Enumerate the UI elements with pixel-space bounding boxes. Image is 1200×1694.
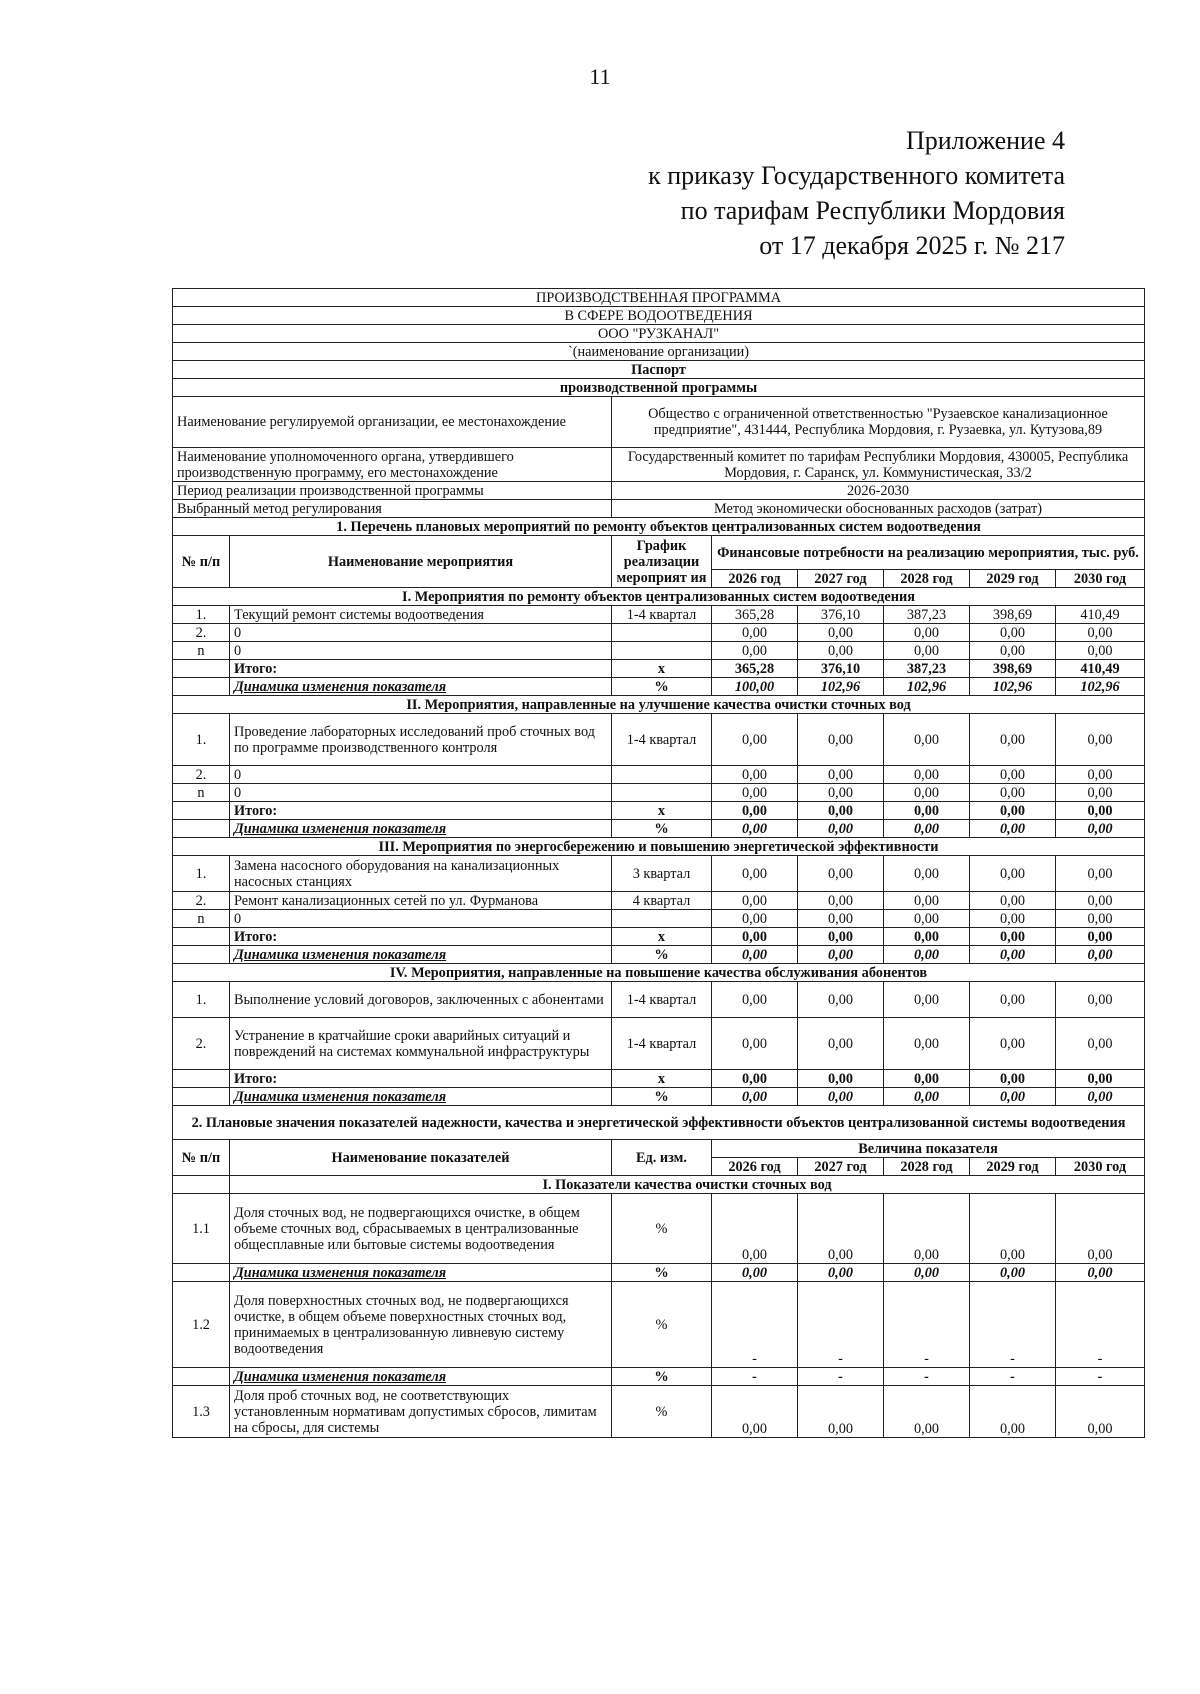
value-cell: 0,00 — [970, 856, 1056, 892]
value-cell: 0,00 — [1056, 784, 1145, 802]
value-cell: 0,00 — [1056, 982, 1145, 1018]
value-cell: 0,00 — [798, 784, 884, 802]
row-number: 2. — [173, 892, 230, 910]
value-cell: 0,00 — [970, 982, 1056, 1018]
empty-cell — [173, 1176, 230, 1194]
dynamics-row — [173, 820, 1145, 838]
value-cell: 0,00 — [970, 714, 1056, 766]
value-cell: 0,00 — [884, 856, 970, 892]
activity-name: 0 — [230, 910, 612, 928]
value-cell: - — [798, 1282, 884, 1368]
value-cell: 0,00 — [712, 1070, 798, 1088]
value-cell: 102,96 — [798, 678, 884, 696]
col-header-name: Наименование мероприятия — [230, 536, 612, 588]
table-row — [173, 606, 1145, 624]
indicator-row — [173, 1386, 1145, 1438]
unit-cell: % — [612, 1282, 712, 1368]
dynamics-row-marker: % — [612, 820, 712, 838]
table-row — [173, 982, 1145, 1018]
group-title: IV. Мероприятия, направленные на повышение качества обслуживания абонентов — [173, 964, 1145, 982]
value-cell: 0,00 — [798, 1386, 884, 1438]
passport-label: Наименование регулируемой организации, ее местонахождение — [173, 397, 612, 448]
group-title: III. Мероприятия по энергосбережению и повышению энергетической эффективности — [173, 838, 1145, 856]
value-cell: 0,00 — [884, 892, 970, 910]
value-cell: 387,23 — [884, 660, 970, 678]
value-cell: 0,00 — [970, 946, 1056, 964]
table-row — [173, 624, 1145, 642]
value-cell: 0,00 — [970, 1018, 1056, 1070]
activity-name: Проведение лабораторных исследований проб сточных вод по программе производственного контроля — [230, 714, 612, 766]
activity-name: Ремонт канализационных сетей по ул. Фурманова — [230, 892, 612, 910]
value-cell: 0,00 — [712, 946, 798, 964]
value-cell: 0,00 — [712, 784, 798, 802]
value-cell: 0,00 — [798, 1264, 884, 1282]
passport-value: 2026-2030 — [612, 482, 1145, 500]
appendix-header — [648, 123, 1065, 263]
row-number: 1.2 — [173, 1282, 230, 1368]
schedule-cell — [612, 624, 712, 642]
total-row — [173, 1070, 1145, 1088]
value-cell: 376,10 — [798, 660, 884, 678]
dynamics-row-label: Динамика изменения показателя — [230, 1368, 612, 1386]
table-row — [173, 642, 1145, 660]
unit-cell: % — [612, 1194, 712, 1264]
value-cell: 387,23 — [884, 606, 970, 624]
value-cell: 0,00 — [712, 856, 798, 892]
section-1-title: 1. Перечень плановых мероприятий по ремонту объектов централизованных систем водоотведения — [173, 518, 1145, 536]
schedule-cell: 1-4 квартал — [612, 714, 712, 766]
passport-title: Паспорт — [173, 361, 1145, 379]
value-cell: 365,28 — [712, 606, 798, 624]
passport-value: Метод экономически обоснованных расходов (затрат) — [612, 500, 1145, 518]
total-row — [173, 928, 1145, 946]
value-cell: 0,00 — [970, 1088, 1056, 1106]
schedule-cell: 3 квартал — [612, 856, 712, 892]
value-cell: 0,00 — [970, 642, 1056, 660]
dynamics-row-label: Динамика изменения показателя — [230, 1088, 612, 1106]
value-cell: 0,00 — [884, 802, 970, 820]
total-row-marker: x — [612, 802, 712, 820]
empty-cell — [173, 1264, 230, 1282]
value-cell: 0,00 — [798, 1194, 884, 1264]
value-cell: 0,00 — [712, 1264, 798, 1282]
value-cell: 0,00 — [884, 1264, 970, 1282]
production-program-table — [172, 288, 1145, 1438]
dynamics-row — [173, 1088, 1145, 1106]
value-cell: 0,00 — [970, 910, 1056, 928]
year-header: 2029 год — [970, 570, 1056, 588]
dynamics-row-marker: % — [612, 1088, 712, 1106]
value-cell: 0,00 — [1056, 856, 1145, 892]
value-cell: - — [970, 1368, 1056, 1386]
empty-cell — [173, 946, 230, 964]
value-cell: 0,00 — [712, 1088, 798, 1106]
value-cell: 0,00 — [712, 820, 798, 838]
value-cell: - — [884, 1282, 970, 1368]
value-cell: 0,00 — [884, 784, 970, 802]
activity-name: 0 — [230, 642, 612, 660]
value-cell: 0,00 — [1056, 624, 1145, 642]
value-cell: 0,00 — [798, 910, 884, 928]
value-cell: 0,00 — [798, 766, 884, 784]
value-cell: 0,00 — [712, 802, 798, 820]
unit-cell: % — [612, 1386, 712, 1438]
value-cell: 0,00 — [1056, 892, 1145, 910]
group-title: II. Мероприятия, направленные на улучшение качества очистки сточных вод — [173, 696, 1145, 714]
value-cell: 102,96 — [884, 678, 970, 696]
passport-value: Государственный комитет по тарифам Республики Мордовия, 430005, Республика Мордовия, г. Саранск, ул. Коммунистическая, 33/2 — [612, 448, 1145, 482]
dynamics-row-label: Динамика изменения показателя — [230, 1264, 612, 1282]
value-cell: 365,28 — [712, 660, 798, 678]
row-number: 1. — [173, 856, 230, 892]
value-cell: 0,00 — [1056, 766, 1145, 784]
value-cell: 0,00 — [712, 1194, 798, 1264]
value-cell: 0,00 — [970, 1194, 1056, 1264]
total-row-label: Итого: — [230, 802, 612, 820]
value-cell: 0,00 — [970, 928, 1056, 946]
activity-name: 0 — [230, 766, 612, 784]
value-cell: 0,00 — [1056, 642, 1145, 660]
value-cell: - — [884, 1368, 970, 1386]
empty-cell — [173, 928, 230, 946]
schedule-cell — [612, 642, 712, 660]
value-cell: 0,00 — [712, 1386, 798, 1438]
year-header: 2026 год — [712, 1158, 798, 1176]
dynamics-row — [173, 678, 1145, 696]
indicator-name: Доля поверхностных сточных вод, не подвергающихся очистке, в общем объеме поверхностных сточных вод, принимаемых в централизованную ливневую систему водоотведения — [230, 1282, 612, 1368]
passport-subtitle: производственной программы — [173, 379, 1145, 397]
organization-caption: `(наименование организации) — [173, 343, 1145, 361]
table-row — [173, 910, 1145, 928]
value-cell: 0,00 — [884, 1194, 970, 1264]
value-cell: 0,00 — [1056, 714, 1145, 766]
value-cell: - — [970, 1282, 1056, 1368]
value-cell: 0,00 — [884, 910, 970, 928]
value-cell: 410,49 — [1056, 606, 1145, 624]
year-header: 2027 год — [798, 1158, 884, 1176]
value-cell: 410,49 — [1056, 660, 1145, 678]
value-cell: 0,00 — [970, 820, 1056, 838]
dynamics-row — [173, 1264, 1145, 1282]
value-cell: 0,00 — [1056, 802, 1145, 820]
empty-cell — [173, 802, 230, 820]
row-number: 1. — [173, 982, 230, 1018]
dynamics-row — [173, 1368, 1145, 1386]
dynamics-row-label: Динамика изменения показателя — [230, 946, 612, 964]
passport-label: Наименование уполномоченного органа, утвердившего производственную программу, его местонахождение — [173, 448, 612, 482]
value-cell: - — [1056, 1282, 1145, 1368]
value-cell: - — [798, 1368, 884, 1386]
value-cell: 0,00 — [798, 946, 884, 964]
value-cell: 0,00 — [1056, 1264, 1145, 1282]
value-cell: 0,00 — [798, 1018, 884, 1070]
row-number: n — [173, 910, 230, 928]
value-cell: - — [712, 1282, 798, 1368]
value-cell: 0,00 — [798, 856, 884, 892]
year-header: 2030 год — [1056, 570, 1145, 588]
value-cell: 0,00 — [884, 766, 970, 784]
value-cell: 0,00 — [798, 982, 884, 1018]
table-row — [173, 766, 1145, 784]
appendix-line-4: от 17 декабря 2025 г. № 217 — [759, 231, 1065, 260]
value-cell: 0,00 — [970, 784, 1056, 802]
total-row-marker: x — [612, 660, 712, 678]
table-row — [173, 892, 1145, 910]
row-number: n — [173, 784, 230, 802]
passport-label: Период реализации производственной программы — [173, 482, 612, 500]
indicator-name: Доля сточных вод, не подвергающихся очистке, в общем объеме сточных вод, сбрасываемых в централизованные общесплавные или бытовые системы водоотведения — [230, 1194, 612, 1264]
value-cell: 0,00 — [1056, 928, 1145, 946]
value-cell: 0,00 — [712, 892, 798, 910]
dynamics-row-marker: % — [612, 946, 712, 964]
indicator-name: Доля проб сточных вод, не соответствующих установленным нормативам допустимых сбросов, лимитам на сбросы, для системы — [230, 1386, 612, 1438]
row-number: 2. — [173, 766, 230, 784]
schedule-cell — [612, 784, 712, 802]
empty-cell — [173, 1070, 230, 1088]
dynamics-row-marker: % — [612, 1368, 712, 1386]
value-cell: 0,00 — [1056, 910, 1145, 928]
row-number: n — [173, 642, 230, 660]
total-row-marker: x — [612, 928, 712, 946]
indicator-row — [173, 1194, 1145, 1264]
activity-name: Текущий ремонт системы водоотведения — [230, 606, 612, 624]
passport-value: Общество с ограниченной ответственностью "Рузаевское канализационное предприятие", 431444, Республика Мордовия, г. Рузаевка, ул. Кутузова,89 — [612, 397, 1145, 448]
table-row — [173, 856, 1145, 892]
total-row-label: Итого: — [230, 1070, 612, 1088]
schedule-cell: 4 квартал — [612, 892, 712, 910]
value-cell: 398,69 — [970, 660, 1056, 678]
total-row-label: Итого: — [230, 928, 612, 946]
value-cell: 0,00 — [970, 1264, 1056, 1282]
value-cell: 0,00 — [884, 714, 970, 766]
value-cell: 0,00 — [798, 802, 884, 820]
value-cell: 0,00 — [970, 802, 1056, 820]
dynamics-row-marker: % — [612, 678, 712, 696]
section-2-group-title: I. Показатели качества очистки сточных вод — [230, 1176, 1145, 1194]
value-cell: 0,00 — [1056, 1088, 1145, 1106]
empty-cell — [173, 1368, 230, 1386]
value-cell: 0,00 — [712, 766, 798, 784]
value-cell: 0,00 — [884, 624, 970, 642]
passport-label: Выбранный метод регулирования — [173, 500, 612, 518]
value-cell: 0,00 — [712, 928, 798, 946]
value-cell: 398,69 — [970, 606, 1056, 624]
program-sphere: В СФЕРЕ ВОДООТВЕДЕНИЯ — [173, 307, 1145, 325]
value-cell: 0,00 — [970, 1070, 1056, 1088]
value-cell: 102,96 — [970, 678, 1056, 696]
value-cell: - — [1056, 1368, 1145, 1386]
year-header: 2030 год — [1056, 1158, 1145, 1176]
value-cell: - — [712, 1368, 798, 1386]
schedule-cell: 1-4 квартал — [612, 982, 712, 1018]
value-cell: 0,00 — [712, 982, 798, 1018]
col-header-schedule: График реализации мероприят ия — [612, 536, 712, 588]
schedule-cell — [612, 910, 712, 928]
value-cell: 0,00 — [884, 820, 970, 838]
value-cell: 0,00 — [712, 714, 798, 766]
activity-name: Выполнение условий договоров, заключенных с абонентами — [230, 982, 612, 1018]
schedule-cell — [612, 766, 712, 784]
value-cell: 0,00 — [1056, 1194, 1145, 1264]
row-number: 1. — [173, 714, 230, 766]
year-header: 2029 год — [970, 1158, 1056, 1176]
row-number: 2. — [173, 1018, 230, 1070]
col-header-num: № п/п — [173, 1140, 230, 1176]
empty-cell — [173, 678, 230, 696]
value-cell: 100,00 — [712, 678, 798, 696]
activity-name: 0 — [230, 784, 612, 802]
total-row-marker: x — [612, 1070, 712, 1088]
value-cell: 0,00 — [798, 714, 884, 766]
value-cell: 0,00 — [970, 624, 1056, 642]
value-cell: 0,00 — [970, 766, 1056, 784]
value-cell: 0,00 — [1056, 820, 1145, 838]
value-cell: 0,00 — [798, 1070, 884, 1088]
empty-cell — [173, 1088, 230, 1106]
value-cell: 0,00 — [884, 982, 970, 1018]
activity-name: 0 — [230, 624, 612, 642]
value-cell: 0,00 — [712, 624, 798, 642]
year-header: 2028 год — [884, 570, 970, 588]
value-cell: 0,00 — [798, 1088, 884, 1106]
schedule-cell: 1-4 квартал — [612, 606, 712, 624]
schedule-cell: 1-4 квартал — [612, 1018, 712, 1070]
value-cell: 0,00 — [1056, 946, 1145, 964]
appendix-line-2: к приказу Государственного комитета — [648, 161, 1065, 190]
value-cell: 0,00 — [970, 1386, 1056, 1438]
value-cell: 0,00 — [1056, 1018, 1145, 1070]
value-cell: 0,00 — [712, 642, 798, 660]
value-cell: 0,00 — [884, 928, 970, 946]
value-cell: 0,00 — [1056, 1386, 1145, 1438]
table-row — [173, 714, 1145, 766]
dynamics-row-label: Динамика изменения показателя — [230, 678, 612, 696]
dynamics-row-marker: % — [612, 1264, 712, 1282]
value-cell: 0,00 — [884, 946, 970, 964]
col-header-financing: Финансовые потребности на реализацию мероприятия, тыс. руб. — [712, 536, 1145, 570]
value-cell: 0,00 — [712, 910, 798, 928]
activity-name: Устранение в кратчайшие сроки аварийных ситуаций и повреждений на системах коммунальной инфраструктуры — [230, 1018, 612, 1070]
empty-cell — [173, 660, 230, 678]
value-cell: 0,00 — [884, 1386, 970, 1438]
col-header-num: № п/п — [173, 536, 230, 588]
group-title: I. Мероприятия по ремонту объектов централизованных систем водоотведения — [173, 588, 1145, 606]
col-header-value: Величина показателя — [712, 1140, 1145, 1158]
program-title: ПРОИЗВОДСТВЕННАЯ ПРОГРАММА — [173, 289, 1145, 307]
value-cell: 102,96 — [1056, 678, 1145, 696]
activity-name: Замена насосного оборудования на канализационных насосных станциях — [230, 856, 612, 892]
dynamics-row — [173, 946, 1145, 964]
page-number: 11 — [589, 64, 611, 89]
value-cell: 0,00 — [712, 1018, 798, 1070]
dynamics-row-label: Динамика изменения показателя — [230, 820, 612, 838]
organization-name: ООО "РУЗКАНАЛ" — [173, 325, 1145, 343]
section-2-title: 2. Плановые значения показателей надежности, качества и энергетической эффективности объектов централизованной системы водоотведения — [173, 1106, 1145, 1140]
value-cell: 0,00 — [1056, 1070, 1145, 1088]
value-cell: 376,10 — [798, 606, 884, 624]
row-number: 1. — [173, 606, 230, 624]
row-number: 1.3 — [173, 1386, 230, 1438]
value-cell: 0,00 — [798, 820, 884, 838]
value-cell: 0,00 — [798, 892, 884, 910]
appendix-line-3: по тарифам Республики Мордовия — [680, 196, 1065, 225]
table-row — [173, 784, 1145, 802]
total-row — [173, 660, 1145, 678]
value-cell: 0,00 — [798, 624, 884, 642]
year-header: 2028 год — [884, 1158, 970, 1176]
appendix-line-1: Приложение 4 — [905, 126, 1065, 155]
year-header: 2026 год — [712, 570, 798, 588]
value-cell: 0,00 — [884, 642, 970, 660]
col-header-indicator: Наименование показателей — [230, 1140, 612, 1176]
value-cell: 0,00 — [970, 892, 1056, 910]
empty-cell — [173, 820, 230, 838]
row-number: 1.1 — [173, 1194, 230, 1264]
table-row — [173, 1018, 1145, 1070]
year-header: 2027 год — [798, 570, 884, 588]
indicator-row — [173, 1282, 1145, 1368]
col-header-unit: Ед. изм. — [612, 1140, 712, 1176]
value-cell: 0,00 — [884, 1070, 970, 1088]
value-cell: 0,00 — [798, 642, 884, 660]
value-cell: 0,00 — [798, 928, 884, 946]
row-number: 2. — [173, 624, 230, 642]
total-row — [173, 802, 1145, 820]
value-cell: 0,00 — [884, 1088, 970, 1106]
value-cell: 0,00 — [884, 1018, 970, 1070]
total-row-label: Итого: — [230, 660, 612, 678]
